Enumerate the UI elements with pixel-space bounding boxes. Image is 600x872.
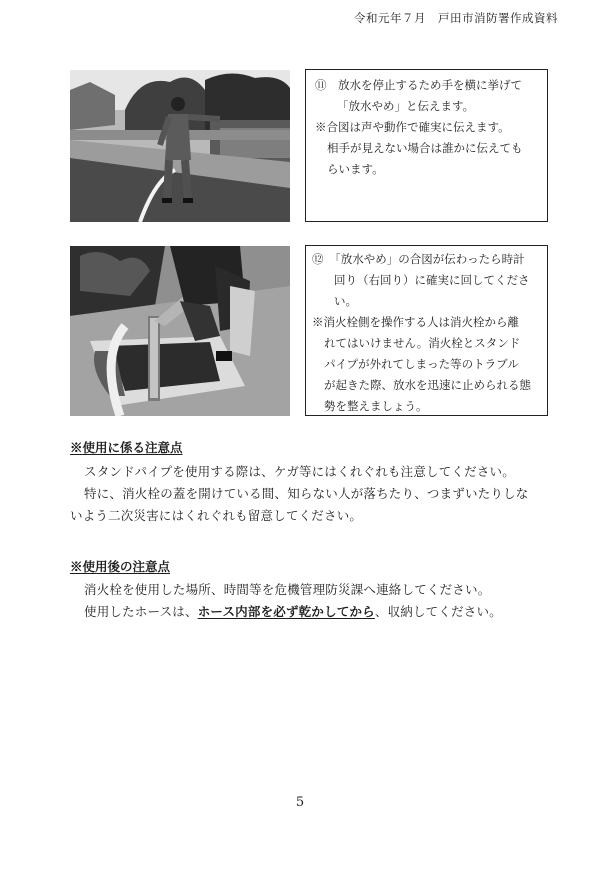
step-11-note-2: 相手が見えない場合は誰かに伝えても bbox=[327, 141, 523, 155]
after-use-paragraph-1: 消火栓を使用した場所、時間等を危機管理防災課へ連絡してください。 bbox=[84, 582, 491, 597]
step-12-note-4: が起きた際、放水を迅速に止められる態 bbox=[324, 378, 531, 392]
usage-caution-paragraph-1: スタンドパイプを使用する際は、ケガ等にはくれぐれも注意してください。 bbox=[84, 464, 515, 479]
step-12-line-2: 回り（右回り）に確実に回してくださ bbox=[334, 273, 530, 287]
after-use-heading: ※使用後の注意点 bbox=[70, 559, 171, 574]
step-11-note-3: らいます。 bbox=[327, 162, 384, 176]
step-11-note-box bbox=[305, 69, 548, 222]
after-use-paragraph-2: 使用したホースは、ホース内部を必ず乾かしてから、収納してください。 bbox=[84, 604, 502, 619]
usage-caution-paragraph-2-line-1: 特に、消火栓の蓋を開けている間、知らない人が落ちたり、つまずいたりしな bbox=[84, 486, 529, 501]
step-12-line-1: ⑫ 「放水やめ」の合図が伝わったら時計 bbox=[312, 252, 525, 266]
step-11-line-2: 「放水やめ」と伝えます。 bbox=[337, 99, 475, 113]
step-12-note-2: れてはいけません。消火栓とスタンド bbox=[324, 336, 521, 350]
step-12-note-5: 勢を整えましょう。 bbox=[324, 399, 428, 413]
step-12-note-box bbox=[305, 245, 548, 416]
step-11-number: ⑪ bbox=[315, 78, 327, 92]
step-12-note-1: ※消火栓側を操作する人は消火栓から離 bbox=[312, 315, 519, 329]
photo-stop-signal bbox=[70, 70, 290, 222]
document-header: 令和元年７月 戸田市消防署作成資料 bbox=[354, 11, 558, 25]
usage-caution-paragraph-2-line-2: いよう二次災害にはくれぐれも留意してください。 bbox=[70, 508, 363, 523]
step-12-note-3: パイプが外れてしまった等のトラブル bbox=[324, 357, 519, 371]
photo-hydrant-operation bbox=[70, 246, 290, 416]
step-12-line-3: い。 bbox=[334, 294, 357, 308]
page-number: 5 bbox=[295, 795, 305, 810]
usage-caution-heading: ※使用に係る注意点 bbox=[70, 440, 183, 455]
step-11-note-1: ※合図は声や動作で確実に伝えます。 bbox=[315, 120, 510, 134]
after-use-emphasis: ホース内部を必ず乾かしてから bbox=[197, 604, 375, 619]
step-12-number: ⑫ bbox=[312, 252, 324, 266]
step-11-line-1: ⑪ 放水を停止するため手を横に挙げて bbox=[315, 78, 522, 92]
